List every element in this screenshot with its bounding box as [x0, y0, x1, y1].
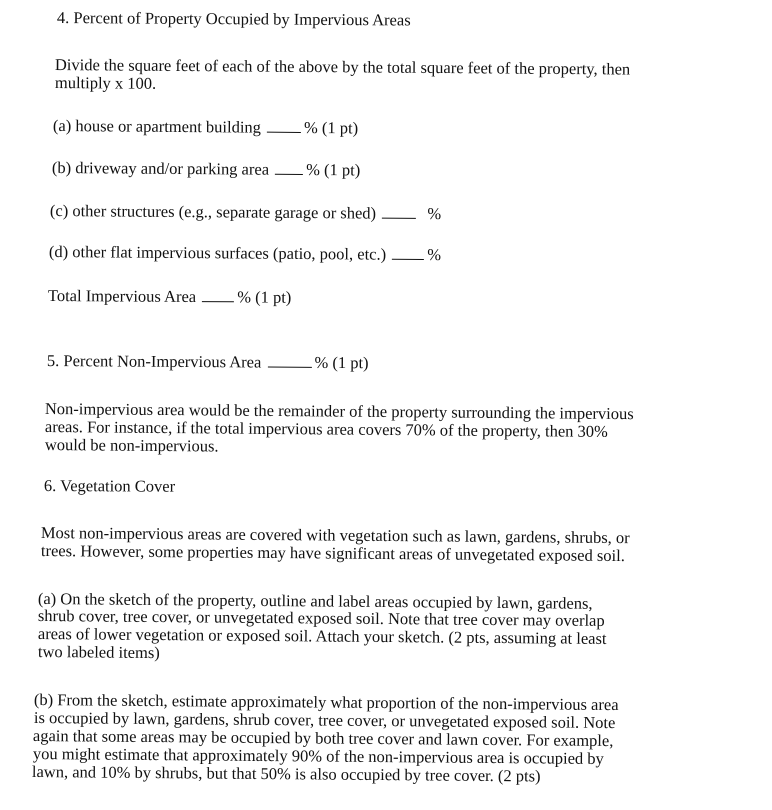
total-impervious-suffix: % (1 pt)	[237, 287, 292, 307]
part-a-line-1: (a) On the sketch of the property, outline and label areas occupied by lawn, gardens,	[37, 589, 593, 613]
item-d-blank[interactable]	[392, 245, 424, 260]
item-c-suffix: %	[427, 203, 442, 224]
section-4-instruction-line-1: Divide the square feet of each of the above by the total square feet of the property, then	[54, 55, 631, 79]
item-a-blank[interactable]	[267, 118, 301, 133]
section-6-intro-line-1: Most non-impervious areas are covered with vegetation such as lawn, gardens, shrubs, or	[40, 523, 630, 548]
section-5-para-line-1: Non-impervious area would be the remainder of the property surrounding the impervious	[44, 399, 634, 424]
part-a-line-3: areas of lower vegetation or exposed soil. Attach your sketch. (2 pts, assuming at least	[37, 624, 607, 648]
section-5-heading-row	[47, 351, 369, 372]
section-5-para-line-2: areas. For instance, if the total impervious area covers 70% of the property, then 30%	[44, 417, 608, 441]
item-c-label: (c) other structures (e.g., separate garage or shed)	[49, 201, 377, 223]
part-a-line-4: two labeled items)	[37, 642, 160, 663]
part-b-line-5: lawn, and 10% by shrubs, but that 50% is also occupied by tree cover. (2 pts)	[31, 762, 541, 786]
part-b-line-2: is occupied by lawn, gardens, shrub cover, tree cover, or unvegetated exposed soil. Note	[33, 708, 616, 733]
item-a-row	[53, 116, 358, 137]
section-5-blank[interactable]	[267, 353, 311, 368]
section-5-suffix: % (1 pt)	[314, 352, 369, 373]
section-4-instruction-line-2: multiply x 100.	[54, 73, 157, 93]
item-d-label: (d) other flat impervious surfaces (patio, pool, etc.)	[48, 242, 387, 264]
item-a-suffix: % (1 pt)	[303, 117, 359, 138]
part-b-line-3: again that some areas may be occupied by both tree cover and lawn cover. For example,	[32, 726, 614, 751]
item-b-row	[52, 158, 360, 179]
item-b-blank[interactable]	[275, 160, 303, 175]
item-b-label: (b) driveway and/or parking area	[51, 158, 270, 179]
item-d-row	[49, 242, 441, 264]
part-a-line-2: shrub cover, tree cover, or unvegetated exposed soil. Note that tree cover may overlap	[37, 606, 605, 630]
section-6-heading: 6. Vegetation Cover	[43, 476, 176, 496]
section-5-heading: 5. Percent Non-Impervious Area	[46, 351, 262, 372]
item-a-label: (a) house or apartment building	[52, 116, 262, 137]
total-impervious-label: Total Impervious Area	[47, 286, 197, 307]
part-b-line-4: you might estimate that approximately 90% of the non-impervious area is occupied by	[32, 744, 604, 768]
item-b-suffix: % (1 pt)	[306, 159, 361, 180]
item-c-row	[50, 201, 441, 223]
item-d-suffix: %	[427, 244, 442, 265]
section-6-intro-line-2: trees. However, some properties may have significant areas of unvegetated exposed soil.	[40, 541, 625, 566]
section-4-heading: 4. Percent of Property Occupied by Impervious Areas	[56, 8, 411, 30]
part-b-line-1: (b) From the sketch, estimate approximately what proportion of the non-impervious area	[33, 690, 619, 715]
item-c-blank[interactable]	[382, 204, 416, 219]
total-impervious-row	[48, 286, 292, 307]
total-impervious-blank[interactable]	[202, 287, 234, 302]
section-5-para-line-3: would be non-impervious.	[44, 435, 219, 456]
